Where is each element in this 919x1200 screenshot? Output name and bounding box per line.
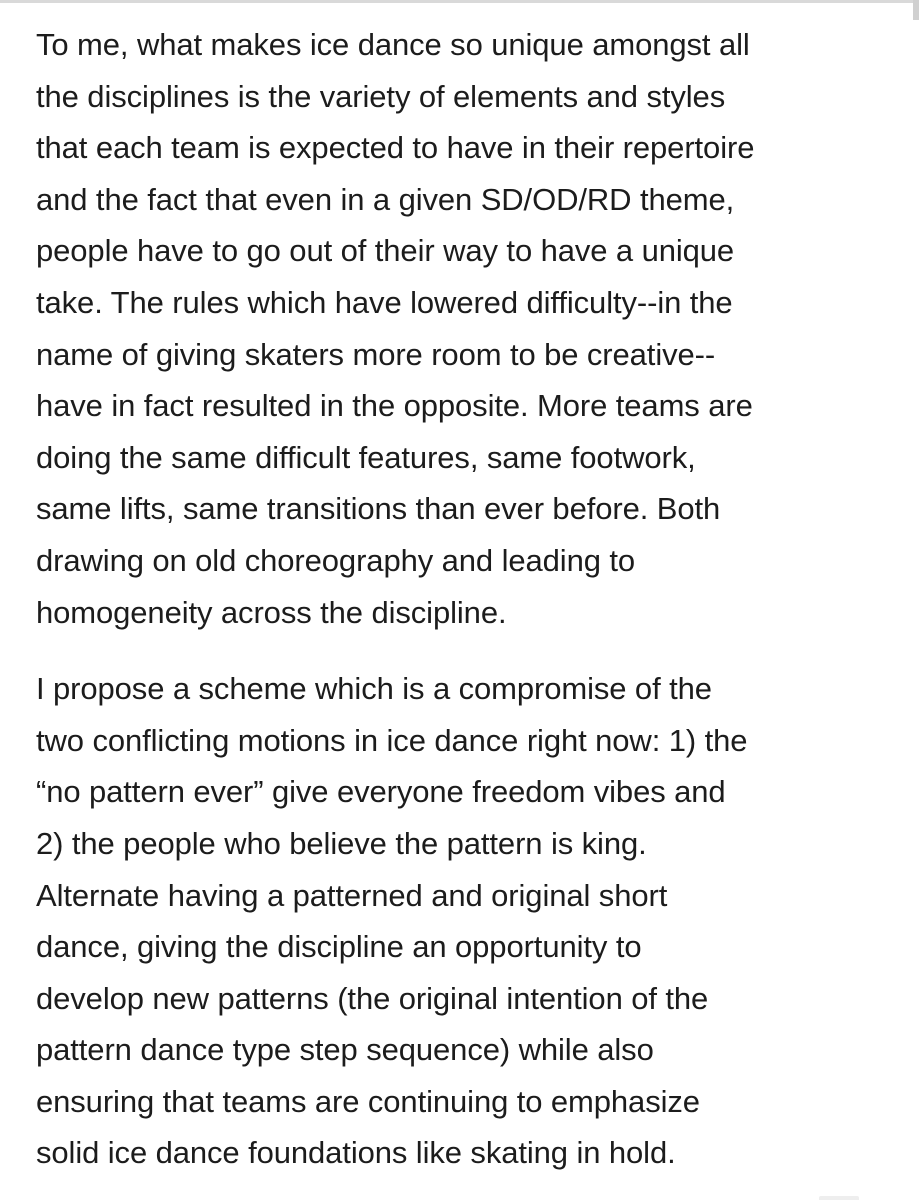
text-line: solid ice dance foundations like skating in hold.	[36, 1135, 676, 1171]
scroll-indicator	[913, 0, 919, 20]
paragraph-2	[36, 663, 896, 1179]
text-line: the disciplines is the variety of elements and styles	[36, 78, 726, 114]
text-line: homogeneity across the discipline.	[36, 594, 507, 630]
text-line: same lifts, same transitions than ever before. Both	[36, 491, 721, 527]
text-line: and the fact that even in a given SD/OD/RD theme,	[36, 181, 735, 217]
text-line: have in fact resulted in the opposite. More teams are	[36, 388, 753, 424]
top-divider	[0, 0, 919, 3]
text-line: that each team is expected to have in their repertoire	[36, 130, 755, 166]
text-line: 2) the people who believe the pattern is king.	[36, 825, 647, 861]
paragraph-1	[36, 19, 896, 638]
bottom-edge-mark	[819, 1196, 859, 1200]
text-line: people have to go out of their way to have a unique	[36, 233, 735, 269]
text-line: name of giving skaters more room to be creative--	[36, 336, 716, 372]
text-line: To me, what makes ice dance so unique amongst all	[36, 27, 750, 62]
text-line: ensuring that teams are continuing to emphasize	[36, 1083, 700, 1119]
text-line: develop new patterns (the original intention of the	[36, 980, 709, 1016]
text-line: I propose a scheme which is a compromise of the	[36, 671, 712, 707]
text-line: doing the same difficult features, same footwork,	[36, 439, 696, 475]
text-line: take. The rules which have lowered difficulty--in the	[36, 284, 733, 320]
post-body	[36, 19, 896, 1179]
text-line: pattern dance type step sequence) while also	[36, 1032, 654, 1068]
text-line: Alternate having a patterned and original short	[36, 877, 668, 913]
text-line: “no pattern ever” give everyone freedom vibes and	[36, 774, 726, 810]
text-line: drawing on old choreography and leading to	[36, 542, 636, 578]
text-line: dance, giving the discipline an opportunity to	[36, 929, 642, 965]
text-line: two conflicting motions in ice dance right now: 1) the	[36, 722, 748, 758]
